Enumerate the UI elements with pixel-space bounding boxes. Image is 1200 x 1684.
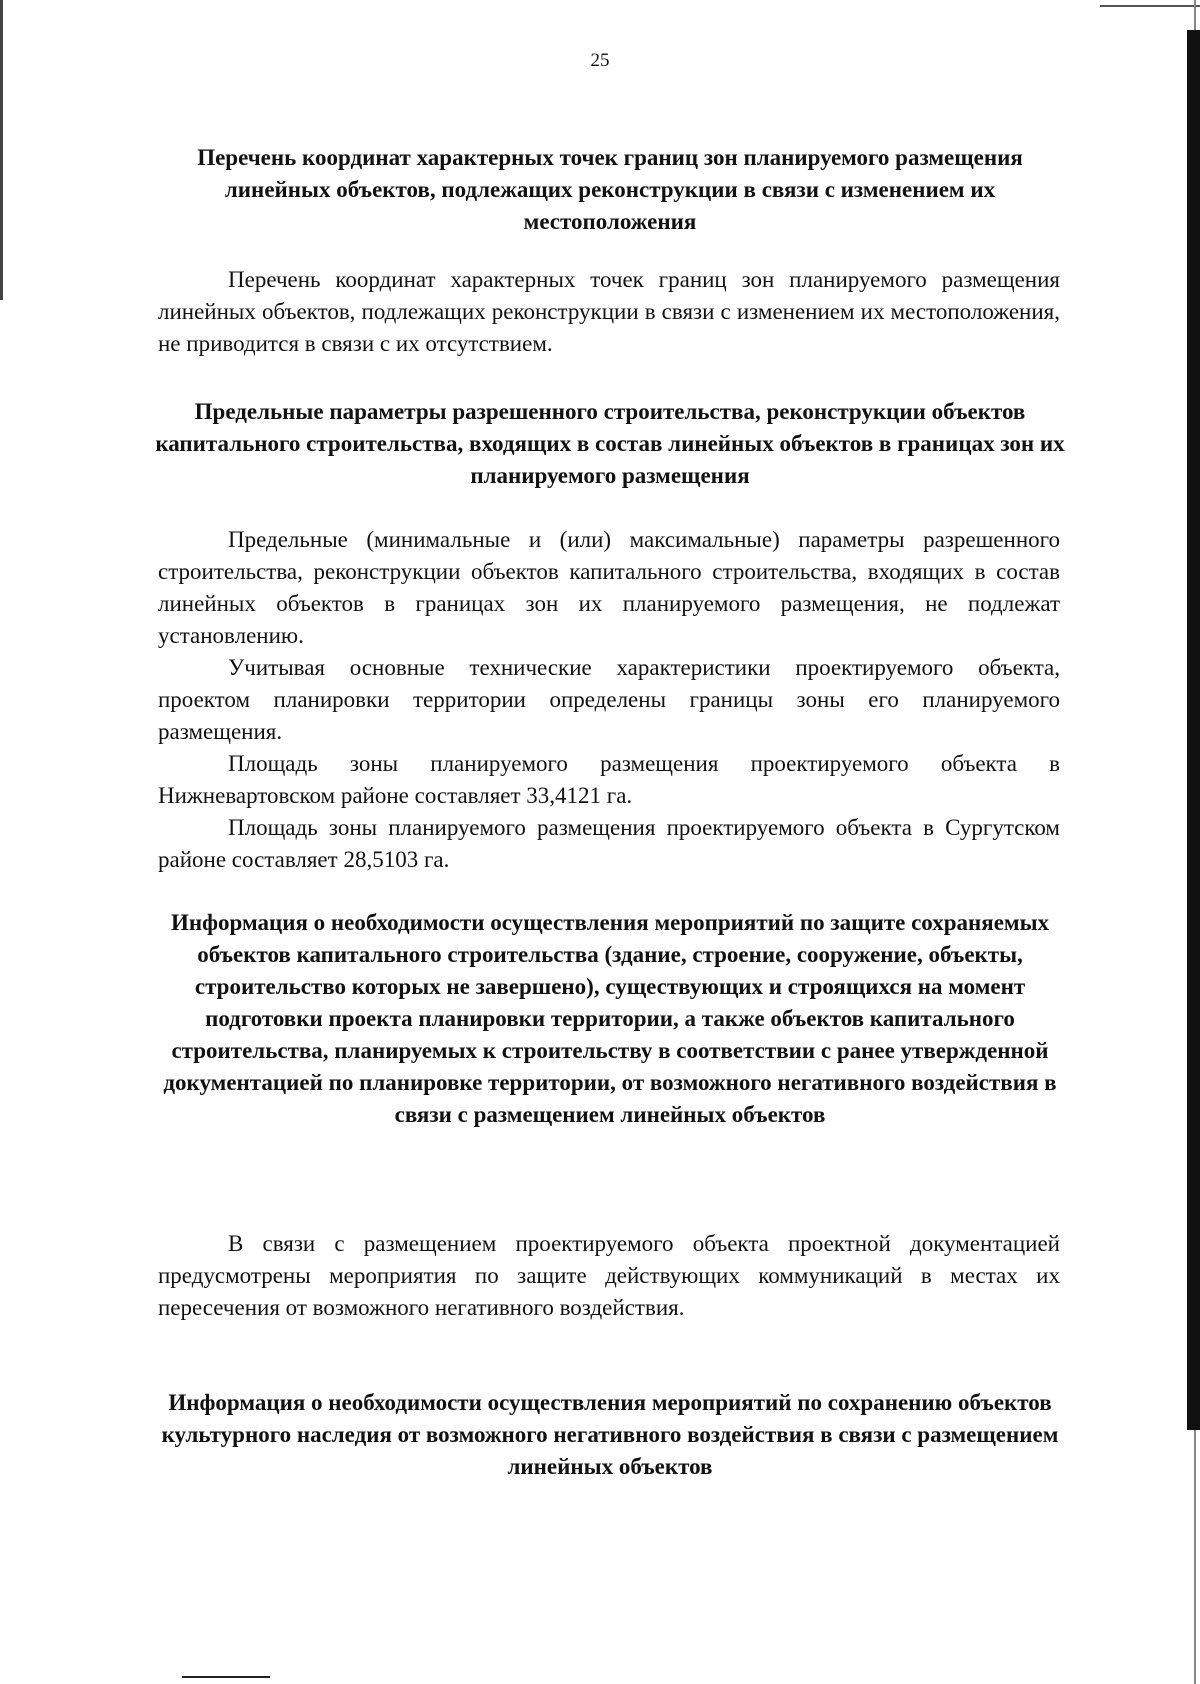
section-heading-protection: Информация о необходимости осуществления мероприятий по защите сохраняемых объектов капитального строительства (здание, строение, сооружение, объекты, строительство которых не завершено), существующих и строящихся на момент подготовки проекта планировки территории, а также объектов капитального строительства, планируемых к строительству в соответствии с ранее утвержденной документацией по планировке территории, от возможного негативного воздействия в связи с размещением линейных объектов [163,910,1057,1127]
scan-bar-right [1187,30,1200,1430]
scan-edge-left [0,0,3,300]
scan-edge-bottom [182,1676,270,1678]
paragraph-protection: В связи с размещением проектируемого объекта проектной документацией предусмотрены мероприятия по защите действующих коммуникаций в местах их пересечения от возможного негативного воздействия. [158,1231,1060,1320]
paragraph-area-nizhnevartovsk: Площадь зоны планируемого размещения проектируемого объекта в Нижневартовском районе составляет 33,4121 га. [158,751,1060,808]
section-heading-parameters: Предельные параметры разрешенного строительства, реконструкции объектов капитального строительства, входящих в состав линейных объектов в границах зон их планируемого размещения [155,399,1065,488]
paragraph-coordinates: Перечень координат характерных точек границ зон планируемого размещения линейных объектов, подлежащих реконструкции в связи с изменением их местоположения, не приводится в связи с их отсутствием. [158,267,1060,356]
section-heading-cultural-heritage: Информация о необходимости осуществления мероприятий по сохранению объектов культурного наследия от возможного негативного воздействия в связи с размещением линейных объектов [161,1390,1059,1479]
paragraph-parameters-characteristics: Учитывая основные технические характеристики проектируемого объекта, проектом планировки территории определены границы зоны его планируемого размещения. [158,655,1060,744]
scan-edge-top [1100,5,1200,7]
paragraph-area-surgut: Площадь зоны планируемого размещения проектируемого объекта в Сургутском районе составляет 28,5103 га. [158,815,1060,872]
page-number: 25 [590,50,610,71]
paragraph-parameters-limits: Предельные (минимальные и (или) максимальные) параметры разрешенного строительства, реконструкции объектов капитального строительства, входящих в состав линейных объектов в границах зон их планируемого размещения, не подлежат установлению. [158,527,1060,648]
section-heading-coordinates: Перечень координат характерных точек границ зон планируемого размещения линейных объектов, подлежащих реконструкции в связи с изменением их местоположения [197,145,1023,234]
